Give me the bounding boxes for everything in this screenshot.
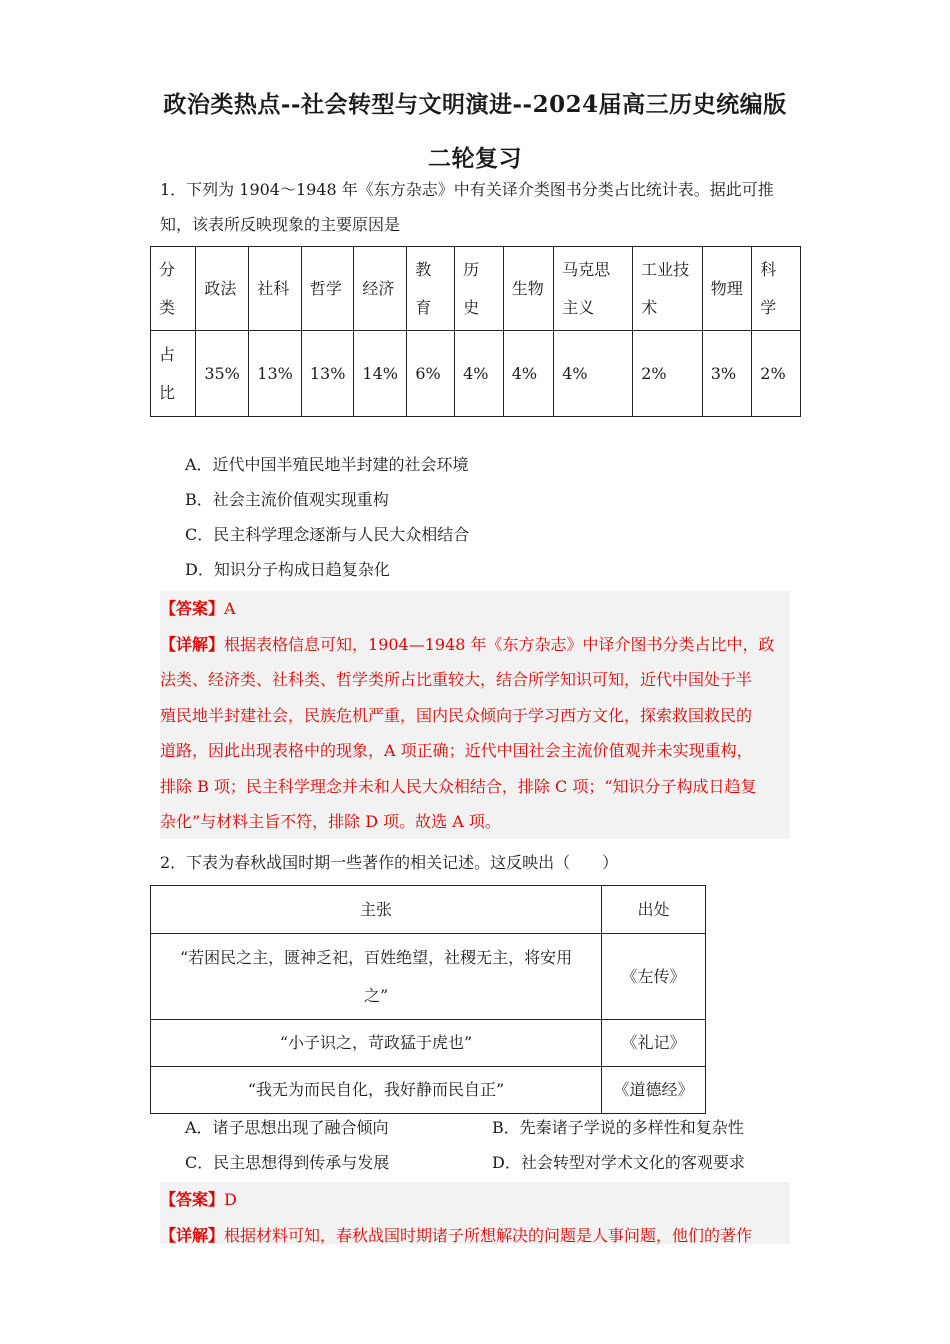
- q1-header-cell: 经济: [354, 247, 407, 331]
- q1-table-value-row: [151, 331, 801, 417]
- q1-header-cell: 政法: [196, 247, 249, 331]
- q1-stem-line2: 知，该表所反映现象的主要原因是: [160, 215, 401, 234]
- q1-value-cell: 13%: [249, 331, 302, 417]
- q1-detail-line: 杂化”与材料主旨不符，排除 D 项。故选 A 项。: [160, 812, 501, 831]
- q1-detail-text: 根据表格信息可知，1904—1948 年《东方杂志》中译介图书分类占比中，政: [224, 634, 775, 654]
- q1-header-cell: 工业技术: [633, 247, 702, 331]
- q1-header-cell: 教育: [407, 247, 455, 331]
- q1-detail-line: 道路，因此出现表格中的现象，A 项正确；近代中国社会主流价值观并未实现重构，: [160, 741, 753, 760]
- q1-row-label: 占比: [151, 331, 196, 417]
- q2-claim-line: “若困民之主，匮神乏祀，百姓绝望，社稷无主，将安用: [179, 947, 573, 967]
- q2-detail-text: 根据材料可知，春秋战国时期诸子所想解决的问题是人事问题，他们的著作: [224, 1225, 753, 1245]
- q2-claim-cell: “我无为而民自化，我好静而民自正”: [151, 1067, 602, 1114]
- q1-value-cell: 3%: [702, 331, 752, 417]
- q2-option-b[interactable]: B．先秦诸子学说的多样性和复杂性: [492, 1118, 744, 1137]
- q2-source-cell: 《左传》: [602, 934, 706, 1020]
- q1-value-cell: 2%: [752, 331, 801, 417]
- q2-answer-value: D: [224, 1190, 237, 1209]
- q2-answer-block: [160, 1182, 790, 1244]
- q1-table: [150, 246, 801, 417]
- q2-claim-cell: “小子识之，苛政猛于虎也”: [151, 1020, 602, 1067]
- q1-header-cell: 马克思主义: [554, 247, 633, 331]
- q2-answer-line: [160, 1182, 790, 1218]
- q1-value-cell: 35%: [196, 331, 249, 417]
- q2-claim-line: 之”: [363, 985, 389, 1005]
- q1-header-cell: 社科: [249, 247, 302, 331]
- q1-value-cell: 4%: [455, 331, 504, 417]
- q1-table-header-row: [151, 247, 801, 331]
- q2-table-row: [151, 934, 706, 1020]
- q1-option-d[interactable]: D．知识分子构成日趋复杂化: [185, 560, 390, 579]
- q1-answer-line: [160, 591, 790, 627]
- q2-detail-tag: 【详解】: [160, 1225, 225, 1245]
- q1-option-a[interactable]: A．近代中国半殖民地半封建的社会环境: [185, 455, 469, 474]
- q2-claim-cell: [151, 934, 602, 1020]
- q2-table: [150, 885, 706, 1114]
- q1-value-cell: 6%: [407, 331, 455, 417]
- q1-value-cell: 14%: [354, 331, 407, 417]
- q2-detail-line: [160, 1218, 790, 1254]
- q1-stem: [160, 172, 790, 242]
- q1-answer-block: [160, 591, 790, 839]
- q1-header-cell: 历史: [455, 247, 504, 331]
- q2-table-row: [151, 1020, 706, 1067]
- q2-source-cell: 《礼记》: [602, 1020, 706, 1067]
- q1-option-c[interactable]: C．民主科学理念逐渐与人民大众相结合: [185, 525, 470, 544]
- q2-header-source: 出处: [602, 886, 706, 934]
- q1-answer-tag: 【答案】: [160, 599, 225, 618]
- q1-header-cell: 物理: [702, 247, 752, 331]
- q2-option-c[interactable]: C．民主思想得到传承与发展: [185, 1153, 390, 1172]
- q1-value-cell: 4%: [503, 331, 554, 417]
- q2-stem: 2．下表为春秋战国时期一些著作的相关记述。这反映出（ ）: [160, 853, 619, 872]
- q1-header-cell: 分类: [151, 247, 196, 331]
- q2-table-header-row: [151, 886, 706, 934]
- q2-option-a[interactable]: A．诸子思想出现了融合倾向: [185, 1118, 389, 1137]
- q1-value-cell: 2%: [633, 331, 702, 417]
- q1-detail-line: [160, 627, 790, 663]
- q2-source-cell: 《道德经》: [602, 1067, 706, 1114]
- q2-header-claim: 主张: [151, 886, 602, 934]
- q2-option-d[interactable]: D．社会转型对学术文化的客观要求: [492, 1153, 745, 1172]
- q1-option-b[interactable]: B．社会主流价值观实现重构: [185, 490, 389, 509]
- q2-answer-tag: 【答案】: [160, 1190, 225, 1209]
- q1-detail-tag: 【详解】: [160, 634, 225, 654]
- q1-detail-line: 殖民地半封建社会，民族危机严重，国内民众倾向于学习西方文化，探索救国救民的: [160, 705, 753, 725]
- q1-answer-value: A: [224, 599, 236, 618]
- q1-value-cell: 4%: [554, 331, 633, 417]
- q1-header-cell: 科学: [752, 247, 801, 331]
- q2-table-row: [151, 1067, 706, 1114]
- q1-header-cell: 生物: [503, 247, 554, 331]
- q1-detail-line: 法类、经济类、社科类、哲学类所占比重较大，结合所学知识可知，近代中国处于半: [160, 670, 753, 689]
- q1-header-cell: 哲学: [301, 247, 354, 331]
- q1-stem-line1: 1．下列为 1904～1948 年《东方杂志》中有关译介类图书分类占比统计表。据此可推: [160, 180, 774, 199]
- q1-value-cell: 13%: [301, 331, 354, 417]
- doc-title-line1: 政治类热点--社会转型与文明演进--2024届高三历史统编版: [163, 91, 787, 118]
- q1-detail-line: 排除 B 项；民主科学理念并未和人民大众相结合，排除 C 项；“知识分子构成日趋复: [160, 776, 757, 796]
- doc-title-line2: 二轮复习: [428, 145, 522, 172]
